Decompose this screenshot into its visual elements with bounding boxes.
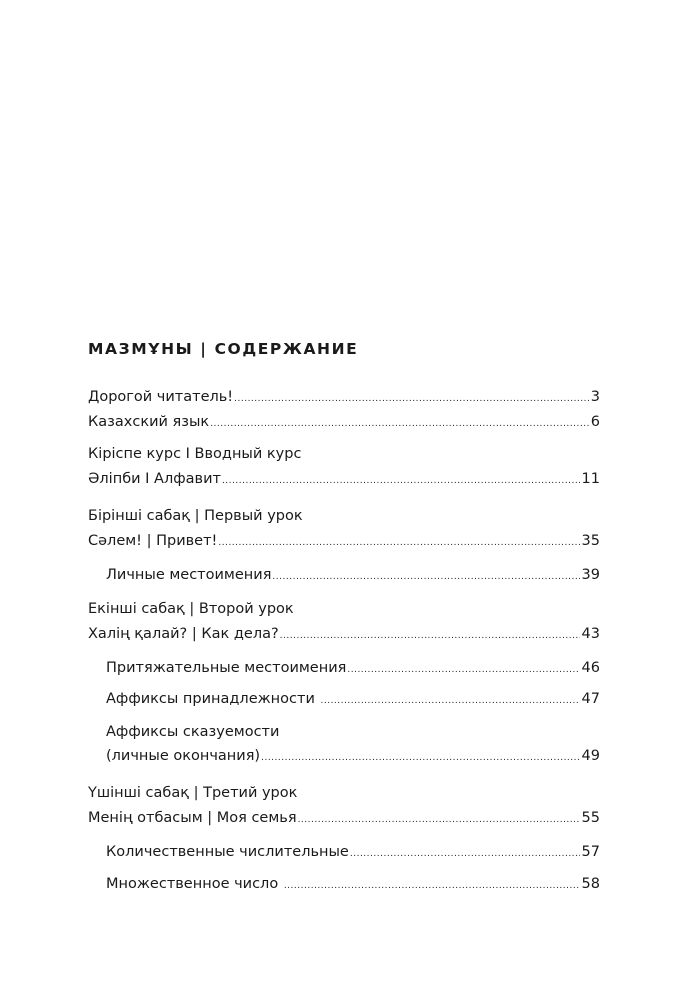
toc-entry-how-are-you	[88, 623, 600, 645]
toc-entry-dear-reader	[88, 386, 600, 408]
toc-entry-title: Сәлем! | Привет!	[88, 533, 218, 549]
toc-entry-page: 55	[581, 810, 600, 826]
toc-entry-hello	[88, 530, 600, 552]
toc-entry-page: 11	[581, 471, 600, 487]
toc-leader-dots	[350, 843, 580, 865]
toc-entry-page: 47	[581, 691, 600, 707]
toc-leader-dots	[234, 388, 589, 410]
toc-entry-page: 35	[581, 533, 600, 549]
toc-entry-predicate-affixes: Аффиксы сказуемости	[106, 724, 280, 740]
toc-entry-title: Количественные числительные	[106, 844, 349, 860]
toc-entry-page: 3	[590, 389, 600, 405]
toc-entry-title: Казахский язык	[88, 414, 210, 430]
toc-entry-page: 6	[590, 414, 600, 430]
toc-leader-dots	[284, 875, 580, 897]
toc-entry-title: Притяжательные местоимения	[106, 660, 347, 676]
toc-entry-personal-endings	[106, 745, 600, 767]
toc-entry-page: 39	[581, 567, 600, 583]
toc-section-lesson-1: Бірінші сабақ | Первый урок	[88, 508, 303, 524]
toc-section-lesson-2: Екінші сабақ | Второй урок	[88, 601, 294, 617]
toc-heading: МАЗМҰНЫ | СОДЕРЖАНИЕ	[88, 340, 359, 358]
toc-leader-dots	[222, 470, 580, 492]
toc-entry-my-family	[88, 807, 600, 829]
toc-entry-kazakh-language	[88, 411, 600, 433]
toc-entry-personal-pronouns	[106, 564, 600, 586]
toc-entry-title: Множественное число	[106, 876, 283, 892]
toc-entry-alphabet	[88, 468, 600, 490]
toc-leader-dots	[272, 566, 579, 588]
toc-section-intro-course: Кіріспе курс I Вводный курс	[88, 446, 302, 462]
toc-entry-title: Личные местоимения	[106, 567, 272, 583]
toc-leader-dots	[298, 809, 580, 831]
toc-leader-dots	[320, 690, 579, 712]
toc-leader-dots	[347, 659, 579, 681]
toc-entry-page: 57	[581, 844, 600, 860]
toc-entry-title: Халің қалай? | Как дела?	[88, 626, 279, 642]
toc-entry-possessive-pronouns	[106, 657, 600, 679]
toc-section-lesson-3: Үшінші сабақ | Третий урок	[88, 785, 298, 801]
toc-leader-dots	[280, 625, 580, 647]
toc-entry-page: 58	[581, 876, 600, 892]
toc-entry-possessive-affixes	[106, 688, 600, 710]
toc-leader-dots	[210, 413, 589, 435]
toc-entry-title: Менің отбасым | Моя семья	[88, 810, 297, 826]
toc-entry-title: (личные окончания)	[106, 748, 261, 764]
toc-entry-cardinal-numerals	[106, 841, 600, 863]
toc-entry-page: 49	[581, 748, 600, 764]
toc-entry-plural	[106, 873, 600, 895]
toc-entry-page: 46	[581, 660, 600, 676]
toc-entry-title: Аффиксы принадлежности	[106, 691, 320, 707]
toc-entry-page: 43	[581, 626, 600, 642]
toc-entry-title: Әліпби I Алфавит	[88, 471, 221, 487]
toc-entry-title: Дорогой читатель!	[88, 389, 234, 405]
toc-leader-dots	[218, 532, 579, 554]
toc-leader-dots	[261, 747, 579, 769]
